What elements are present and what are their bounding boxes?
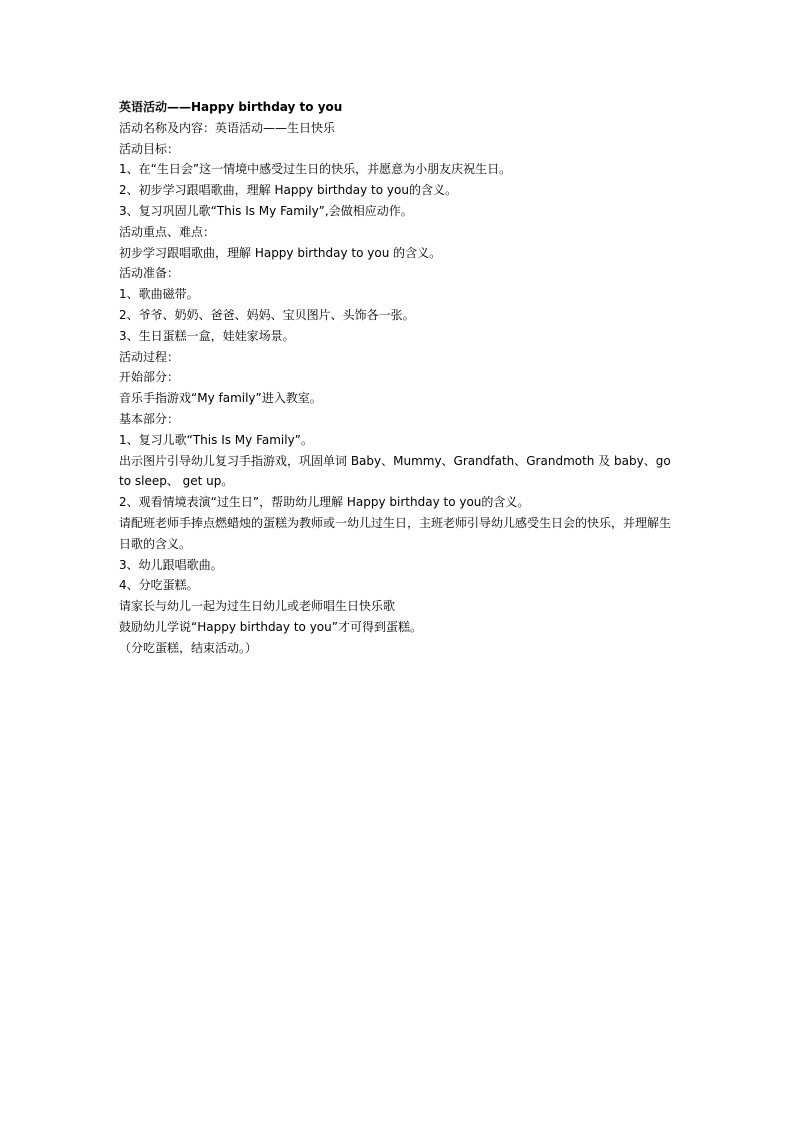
process-heading: 活动过程： [119, 349, 180, 364]
basic-step-1-detail: 出示图片引导幼儿复习手指游戏，巩固单词 Baby、Mummy、Grandfath、Grandmoth 及 baby、go to sleep、 get up。 [119, 453, 671, 489]
key-points-text: 初步学习跟唱歌曲，理解 Happy birthday to you 的含义。 [119, 245, 442, 260]
goal-item-2: 2、初步学习跟唱歌曲，理解 Happy birthday to you的含义。 [119, 183, 457, 198]
basic-step-3: 3、幼儿跟唱歌曲。 [119, 557, 223, 572]
opening-heading: 开始部分： [119, 370, 180, 385]
basic-step-4-detail-2: 鼓励幼儿学说“Happy birthday to you”才可得到蛋糕。 [119, 619, 422, 634]
preparation-item-1: 1、歌曲磁带。 [119, 287, 199, 302]
closing-note: （分吃蛋糕，结束活动。） [119, 640, 258, 655]
basic-step-2-detail: 请配班老师手捧点燃蜡烛的蛋糕为教师或一幼儿过生日，主班老师引导幼儿感受生日会的快乐，并理解生日歌的含义。 [119, 515, 672, 551]
key-points-heading: 活动重点、难点： [119, 224, 216, 239]
opening-text: 音乐手指游戏“My family”进入教室。 [119, 391, 322, 406]
document-body [119, 97, 679, 659]
document-title: 英语活动——Happy birthday to you [119, 100, 343, 114]
basic-part-heading: 基本部分： [119, 411, 180, 426]
preparation-item-2: 2、爷爷、奶奶、爸爸、妈妈、宝贝图片、头饰各一张。 [119, 307, 415, 322]
basic-step-1: 1、复习儿歌“This Is My Family”。 [119, 432, 313, 447]
activity-name-line: 活动名称及内容：英语活动——生日快乐 [119, 120, 336, 135]
goal-item-1: 1、在“生日会”这一情境中感受过生日的快乐，并愿意为小朋友庆祝生日。 [119, 162, 512, 177]
basic-step-4: 4、分吃蛋糕。 [119, 578, 199, 593]
basic-step-4-detail-1: 请家长与幼儿一起为过生日幼儿或老师唱生日快乐歌 [119, 599, 396, 614]
goals-heading: 活动目标： [119, 141, 180, 156]
basic-step-2: 2、观看情境表演“过生日”，帮助幼儿理解 Happy birthday to you的含义。 [119, 495, 530, 510]
preparation-item-3: 3、生日蛋糕一盒，娃娃家场景。 [119, 328, 295, 343]
goal-item-3: 3、复习巩固儿歌“This Is My Family”,会做相应动作。 [119, 203, 413, 218]
preparation-heading: 活动准备： [119, 266, 180, 281]
